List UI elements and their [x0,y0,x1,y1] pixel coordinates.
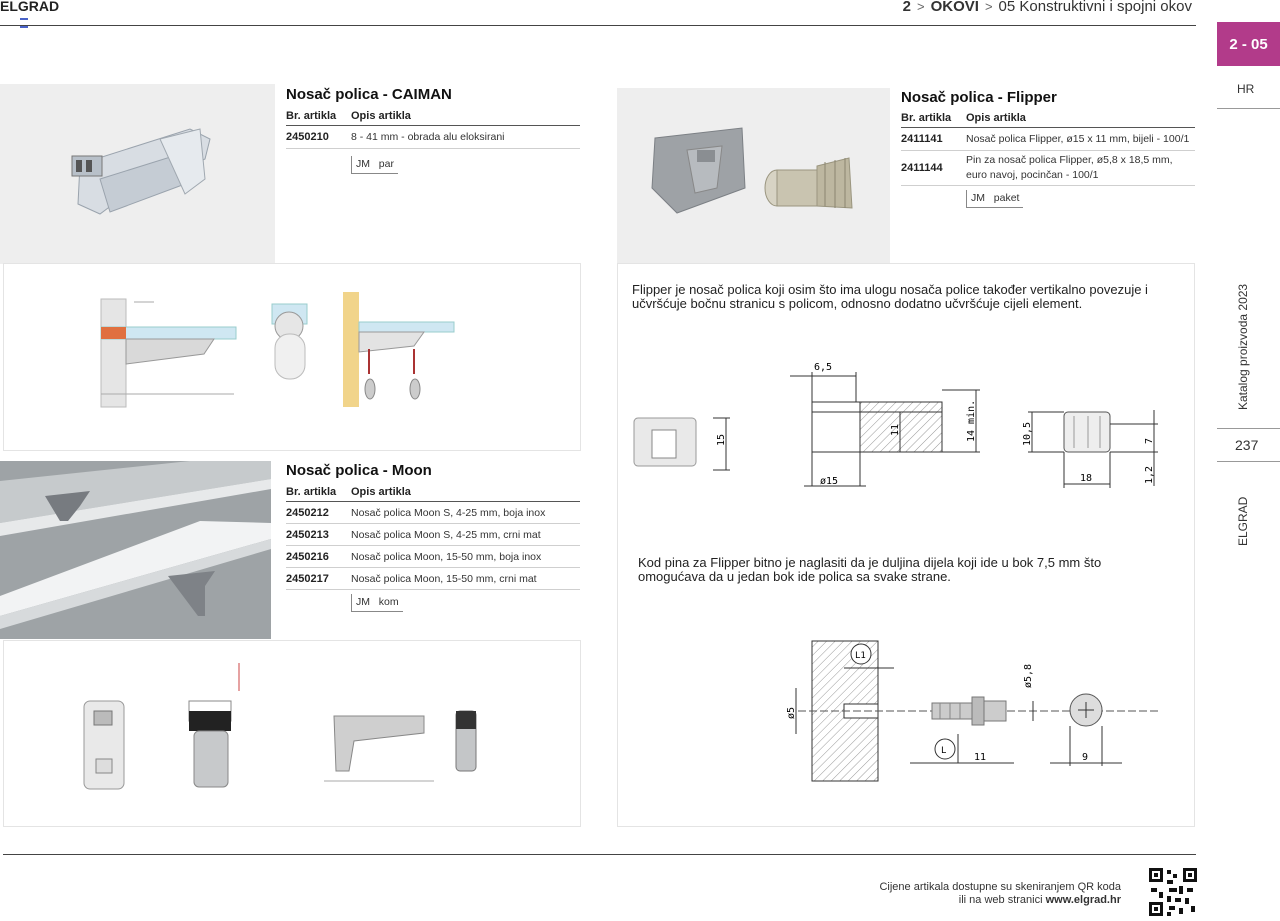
article-desc: Nosač polica Flipper, ø15 x 11 mm, bijeli - 100/1 [966,133,1190,145]
unit-box [351,156,398,174]
article-desc: 8 - 41 mm - obrada alu eloksirani [351,131,505,143]
article-code: 2450210 [286,131,329,143]
dim-label: 18 [1080,473,1093,484]
footer-url-link[interactable]: www.elgrad.hr [1045,894,1121,906]
unit-value: kom [378,596,399,608]
flipper-technical-drawing [617,263,1195,827]
dim-label: 7 [1144,437,1155,444]
flipper-description: Flipper je nosač polica koji osim što ima ulogu nosača police također vertikalno povezuje i učvršćuje bočnu stranicu s policom, odnosno dodatno učvršćuje cijeli element. [632,282,1148,311]
table-row [901,128,1195,151]
col-header-desc: Opis artikla [351,110,411,122]
article-desc: Nosač polica Moon S, 4-25 mm, boja inox [351,506,546,519]
chevron-right-icon: > [984,0,993,14]
moon-bracket-illustration [0,461,271,639]
caiman-drawing-illustration [4,264,580,450]
unit-label: JM [356,158,370,170]
article-code: 2450212 [286,506,329,519]
unit-label: JM [971,192,985,204]
flipper-parts-illustration [617,88,890,263]
dim-label: ø5,8 [1023,663,1034,688]
dim-label: ø5 [786,706,797,719]
footer-line-2: ili na web stranici [958,894,1046,906]
footer-line-1: Cijene artikala dostupne su skeniranjem QR koda [879,881,1121,893]
caiman-table [286,110,580,149]
dim-label: 15 [716,433,727,446]
breadcrumb-sub-title: Konstruktivni i spojni okov [1019,0,1192,15]
dim-label: 10,5 [1022,421,1033,446]
caiman-product-image [0,84,275,264]
chapter-tab[interactable]: 2 - 05 [1217,22,1280,66]
moon-technical-drawing [3,640,581,827]
chevron-right-icon: > [917,0,925,14]
breadcrumb-chapter: 2 [902,0,912,15]
moon-table [286,486,580,590]
article-desc: Nosač polica Moon, 15-50 mm, crni mat [351,572,537,585]
footer-note [879,881,1121,907]
unit-box [351,594,403,612]
table-row [286,568,580,590]
table-row [286,524,580,546]
article-desc: Pin za nosač polica Flipper, ø5,8 x 18,5 mm, euro navoj, pocinčan - 100/1 [966,154,1173,181]
dim-label: 6,5 [814,362,833,373]
article-desc: Nosač polica Moon S, 4-25 mm, crni mat [351,528,541,541]
unit-value: par [378,158,394,170]
table-row [286,126,580,149]
dim-label: ø15 [820,476,839,487]
unit-box [966,190,1023,208]
footer-divider [3,854,1196,855]
flipper-dimension-drawing [618,264,1194,826]
article-desc: Nosač polica Moon, 15-50 mm, boja inox [351,550,542,563]
caiman-technical-drawing [3,263,581,451]
brand-logo-text: ELGRAD [0,0,60,14]
dim-label: 11 [974,752,987,763]
page-number: 237 [1235,437,1259,453]
article-code: 2411144 [901,161,943,174]
dim-label: L1 [855,651,866,661]
pin-description: Kod pina za Flipper bitno je naglasiti da je duljina dijela koji ide u bok 7,5 mm što omogućava da u jedan bok ide polica sa svake strane. [638,555,1102,584]
moon-drawing-illustration [4,641,580,826]
table-row [901,151,1195,186]
col-header-code: Br. artikla [286,486,337,498]
article-code: 2411141 [901,133,943,145]
col-header-desc: Opis artikla [966,112,1026,124]
header-divider [0,25,1196,26]
brand-mark-icon [20,18,28,28]
unit-value: paket [993,192,1020,204]
sidebar-brand: ELGRAD [1236,496,1250,546]
article-code: 2450213 [286,528,329,541]
article-code: 2450216 [286,550,329,563]
dim-label: L [941,746,947,756]
flipper-product-image [617,88,890,263]
flipper-table [901,112,1195,186]
breadcrumb [903,0,1192,15]
article-code: 2450217 [286,572,329,585]
moon-product-image [0,461,271,639]
language-label: HR [1237,82,1255,96]
product-title: Nosač polica - Moon [286,462,432,479]
qr-code-icon[interactable] [1149,868,1197,916]
dim-label: 11 [890,423,901,436]
breadcrumb-sub-number: 05 [998,0,1016,15]
dim-label: 14 min. [966,399,977,442]
dim-label: 9 [1082,752,1089,763]
col-header-code: Br. artikla [286,110,337,122]
breadcrumb-section: OKOVI [930,0,979,15]
table-row [286,502,580,524]
product-title: Nosač polica - Flipper [901,89,1057,106]
dim-label: 1,2 [1144,465,1155,484]
catalog-label: Katalog proizvoda 2023 [1236,283,1250,410]
col-header-code: Br. artikla [901,112,952,124]
caiman-bracket-illustration [0,84,275,264]
product-title: Nosač polica - CAIMAN [286,86,452,103]
col-header-desc: Opis artikla [351,486,411,498]
table-row [286,546,580,568]
sidebar-divider [1217,461,1280,462]
sidebar-divider [1217,428,1280,429]
unit-label: JM [356,596,370,608]
sidebar-divider [1217,108,1280,109]
